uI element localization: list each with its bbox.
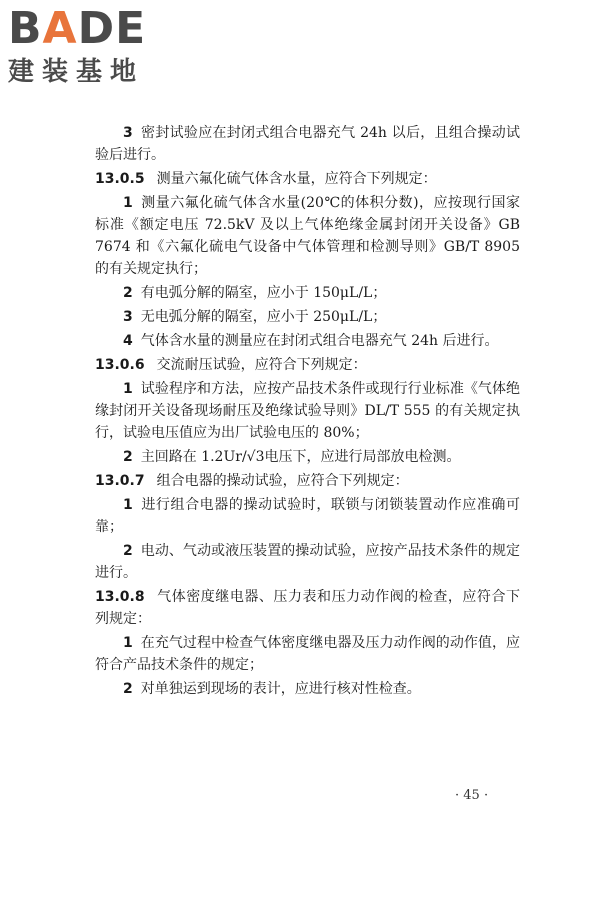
clause-heading: 13.0.6 交流耐压试验，应符合下列规定： <box>95 357 367 373</box>
item-paragraph: 2 主回路在 1.2Ur/√3电压下，应进行局部放电检测。 <box>123 449 461 465</box>
clause-heading: 13.0.8 气体密度继电器、压力表和压力动作阀的检查，应符合下列规定： <box>95 589 520 627</box>
item-paragraph: 3 密封试验应在封闭式组合电器充气 24h 以后，且组合操动试验后进行。 <box>95 125 520 163</box>
item-paragraph: 2 对单独运到现场的表计，应进行核对性检查。 <box>123 681 421 697</box>
clause-heading: 13.0.7 组合电器的操动试验，应符合下列规定： <box>95 473 409 489</box>
logo-wordmark: BADE <box>8 3 147 54</box>
item-paragraph: 1 试验程序和方法，应按产品技术条件或现行行业标准《气体绝缘封闭开关设备现场耐压及绝缘试验导则》DL/T 555 的有关规定执行，试验电压值应为出厂试验电压的 80%； <box>95 381 520 441</box>
page-number: · 45 · <box>455 788 489 803</box>
item-paragraph: 3 无电弧分解的隔室，应小于 250μL/L； <box>123 309 387 325</box>
bade-logo <box>8 3 178 90</box>
logo-subtitle: 建装基地 <box>8 57 145 87</box>
item-paragraph: 1 测量六氟化硫气体含水量(20℃的体积分数)，应按现行国家标准《额定电压 72.5kV 及以上气体绝缘金属封闭开关设备》GB 7674 和《六氟化硫电气设备中气体管理和检测导则》GB/T 8905 的有关规定执行； <box>95 195 520 277</box>
item-paragraph: 1 进行组合电器的操动试验时，联锁与闭锁装置动作应准确可靠； <box>95 497 520 535</box>
clause-heading: 13.0.5 测量六氟化硫气体含水量，应符合下列规定： <box>95 171 437 187</box>
item-paragraph: 4 气体含水量的测量应在封闭式组合电器充气 24h 后进行。 <box>123 333 499 349</box>
item-paragraph: 2 有电弧分解的隔室，应小于 150μL/L； <box>123 285 387 301</box>
item-paragraph: 2 电动、气动或液压装置的操动试验，应按产品技术条件的规定进行。 <box>95 543 520 581</box>
item-paragraph: 1 在充气过程中检查气体密度继电器及压力动作阀的动作值，应符合产品技术条件的规定； <box>95 635 520 673</box>
document-body <box>95 122 520 702</box>
